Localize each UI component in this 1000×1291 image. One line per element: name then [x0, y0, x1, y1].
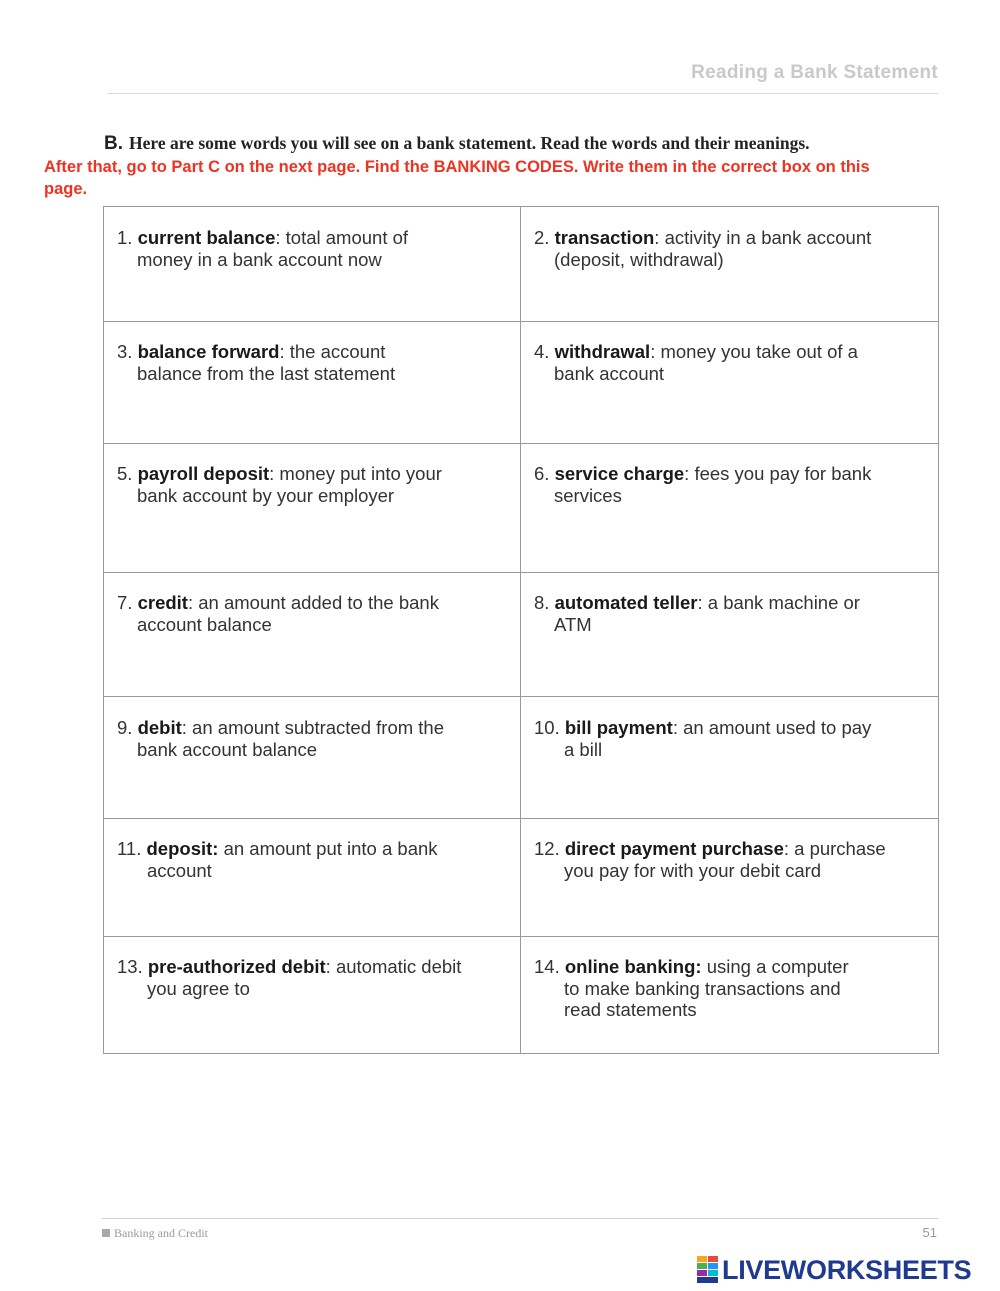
part-b-instruction	[104, 133, 964, 155]
red-instruction-note: After that, go to Part C on the next page. Find the BANKING CODES. Write them in the correct box on this page.	[44, 158, 870, 198]
footer-section-label: Banking and Credit	[114, 1226, 208, 1240]
grid-row-divider	[104, 818, 938, 819]
term-definition-cont: account balance	[137, 613, 272, 635]
term-name: automated teller	[554, 592, 698, 613]
term-cell-14[interactable]: 14. online banking: using a computer to make banking transactions and read statements	[534, 956, 849, 1020]
term-definition: money you take out of a	[655, 341, 858, 362]
term-definition-cont: bank account by your employer	[137, 484, 395, 506]
brand-text: LIVEWORKSHEETS	[722, 1254, 972, 1285]
grid-column-divider	[520, 207, 521, 1053]
term-definition-cont: you agree to	[147, 977, 250, 999]
term-definition-cont: bank account	[554, 362, 665, 384]
term-name: withdrawal	[554, 341, 651, 362]
term-definition-cont: services	[554, 484, 622, 506]
term-name: credit	[137, 592, 188, 613]
vocabulary-grid	[103, 206, 939, 1054]
term-name: payroll deposit	[137, 463, 270, 484]
term-cell-5[interactable]: 5. payroll deposit: money put into your bank account by your employer	[117, 463, 442, 506]
page-number: 51	[922, 1225, 937, 1240]
term-definition-cont: ATM	[554, 613, 592, 635]
term-cell-8[interactable]: 8. automated teller: a bank machine or ATM	[534, 592, 860, 635]
term-definition: an amount put into a bank	[218, 838, 438, 859]
term-name: pre-authorized debit	[147, 956, 326, 977]
term-definition-cont: bank account balance	[137, 738, 317, 760]
term-definition: activity in a bank account	[659, 227, 872, 248]
grid-row-divider	[104, 696, 938, 697]
term-name: service charge	[554, 463, 685, 484]
term-definition-cont: a bill	[564, 738, 603, 760]
footer-rule	[102, 1218, 938, 1219]
term-name: balance forward	[137, 341, 280, 362]
term-name: current balance	[137, 227, 276, 248]
term-cell-11[interactable]: 11. deposit: an amount put into a bank account	[117, 838, 438, 881]
term-definition: a purchase	[789, 838, 886, 859]
term-definition: an amount subtracted from the	[186, 717, 445, 738]
term-definition: automatic debit	[330, 956, 462, 977]
part-letter: B.	[104, 133, 123, 154]
term-name: deposit:	[146, 838, 219, 859]
term-cell-9[interactable]: 9. debit: an amount subtracted from the bank account balance	[117, 717, 445, 760]
term-name: bill payment	[564, 717, 673, 738]
term-definition-cont: you pay for with your debit card	[564, 859, 822, 881]
footer-section	[102, 1226, 208, 1241]
term-definition: a bank machine or	[702, 592, 860, 613]
term-definition-cont: to make banking transactions and	[564, 977, 841, 999]
footer-square-icon	[102, 1229, 110, 1237]
grid-row-divider	[104, 321, 938, 322]
term-cell-1[interactable]: 1. current balance: total amount of money in a bank account now	[117, 227, 409, 270]
header-rule	[108, 93, 938, 94]
term-cell-2[interactable]: 2. transaction: activity in a bank account (deposit, withdrawal)	[534, 227, 872, 270]
term-definition: money put into your	[274, 463, 442, 484]
term-cell-10[interactable]: 10. bill payment: an amount used to pay a bill	[534, 717, 872, 760]
term-definition: an amount used to pay	[677, 717, 872, 738]
instruction-text: Here are some words you will see on a bank statement. Read the words and their meanings.	[129, 133, 810, 153]
term-cell-3[interactable]: 3. balance forward: the account balance from the last statement	[117, 341, 396, 384]
term-definition-cont: read statements	[564, 999, 697, 1020]
term-definition: fees you pay for bank	[689, 463, 872, 484]
grid-row-divider	[104, 936, 938, 937]
term-cell-7[interactable]: 7. credit: an amount added to the bank account balance	[117, 592, 439, 635]
term-cell-13[interactable]: 13. pre-authorized debit: automatic debit you agree to	[117, 956, 462, 999]
liveworksheets-logo-icon	[697, 1256, 719, 1284]
term-definition: the account	[284, 341, 386, 362]
term-name: online banking:	[564, 956, 702, 977]
term-cell-4[interactable]: 4. withdrawal: money you take out of a bank account	[534, 341, 858, 384]
term-definition: total amount of	[280, 227, 409, 248]
term-definition: an amount added to the bank	[193, 592, 439, 613]
term-definition: using a computer	[701, 956, 849, 977]
liveworksheets-brand[interactable]	[697, 1253, 971, 1287]
term-cell-12[interactable]: 12. direct payment purchase: a purchase you pay for with your debit card	[534, 838, 886, 881]
grid-row-divider	[104, 572, 938, 573]
term-name: direct payment purchase	[564, 838, 784, 859]
term-name: transaction	[554, 227, 655, 248]
term-definition-cont: money in a bank account now	[137, 248, 382, 270]
term-cell-6[interactable]: 6. service charge: fees you pay for bank services	[534, 463, 872, 506]
running-title: Reading a Bank Statement	[691, 62, 938, 83]
term-definition-cont: balance from the last statement	[137, 362, 396, 384]
term-name: debit	[137, 717, 182, 738]
grid-row-divider	[104, 443, 938, 444]
term-definition-cont: account	[147, 859, 212, 881]
term-definition-cont: (deposit, withdrawal)	[554, 248, 724, 270]
